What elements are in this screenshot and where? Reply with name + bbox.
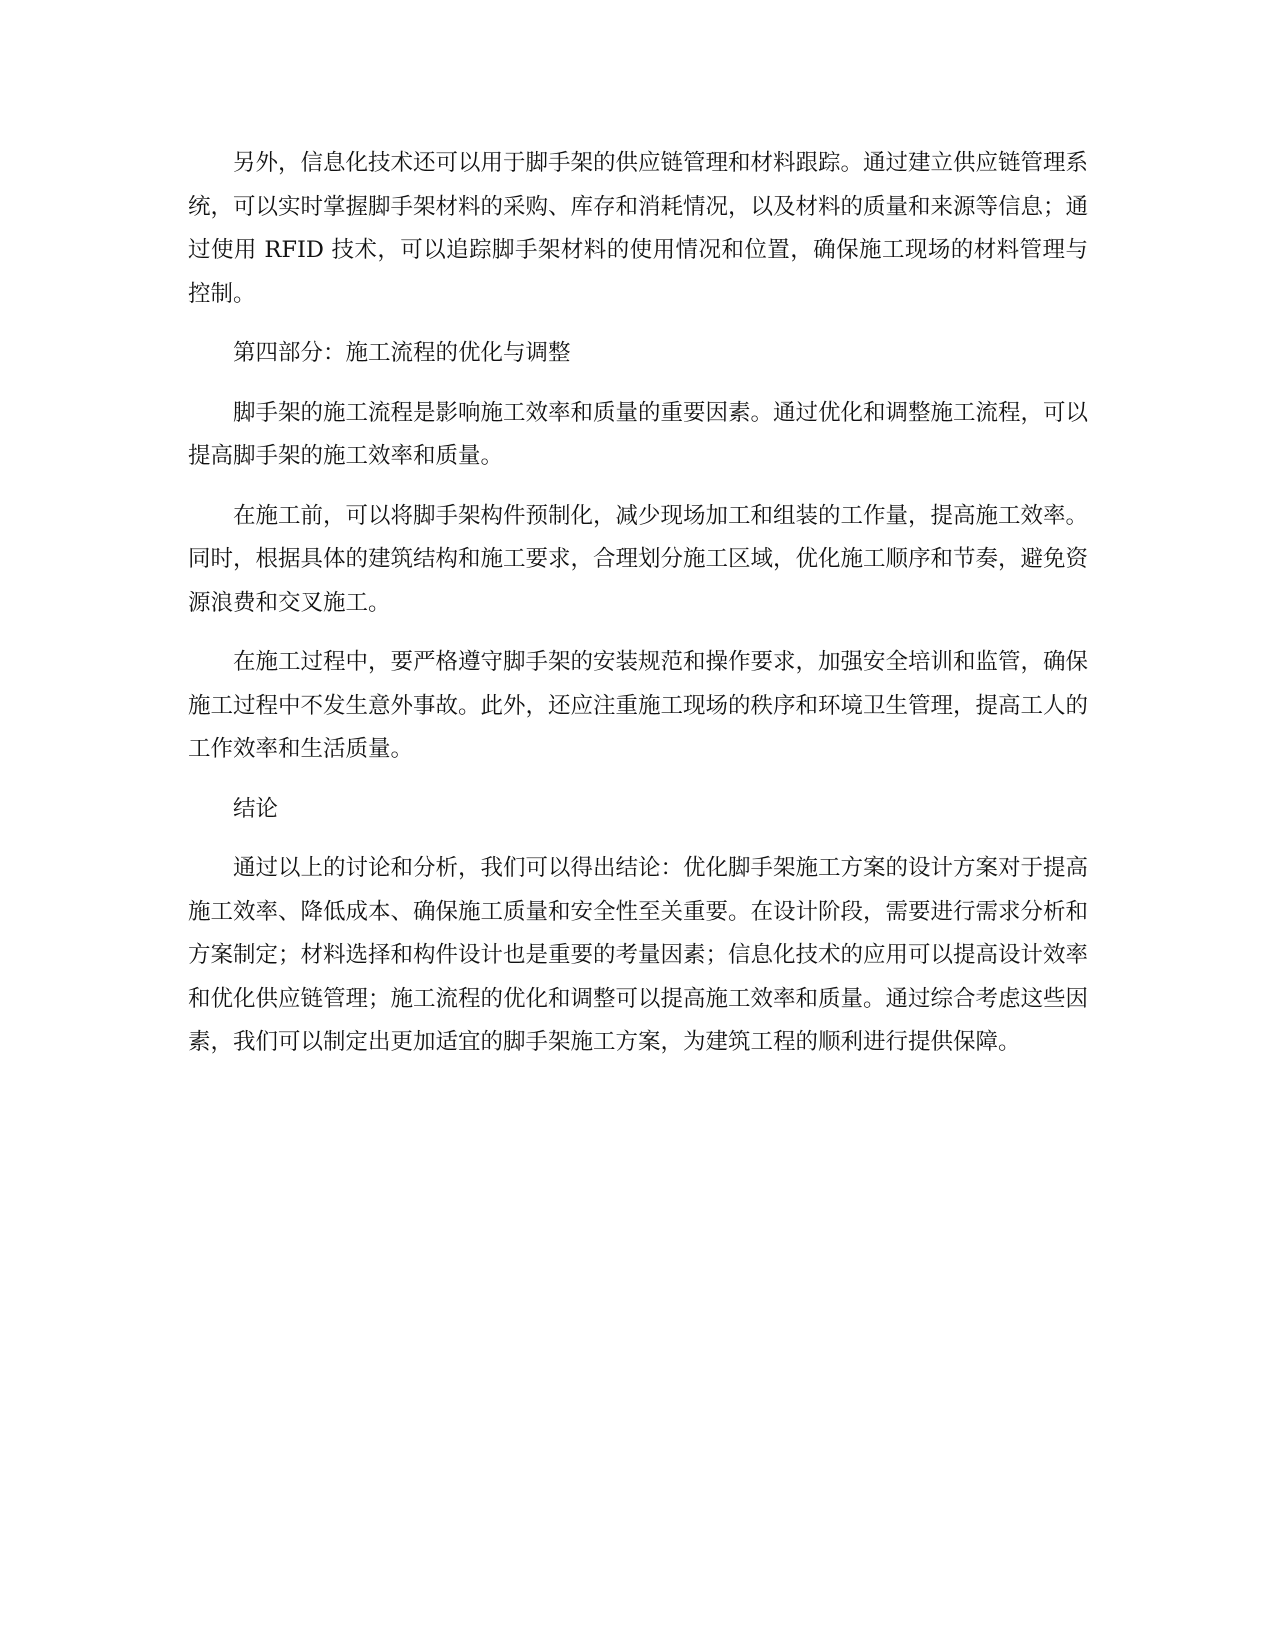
- section-heading-conclusion: 结论: [233, 795, 279, 822]
- paragraph-conclusion: 通过以上的讨论和分析，我们可以得出结论：优化脚手架施工方案的设计方案对于提高施工效率、降低成本、确保施工质量和安全性至关重要。在设计阶段，需要进行需求分析和方案制定；材料选择和构件设计也是重要的考量因素；信息化技术的应用可以提高设计效率和优化供应链管理；施工流程的优化和调整可以提高施工效率和质量。通过综合考虑这些因素，我们可以制定出更加适宜的脚手架施工方案，为建筑工程的顺利进行提供保障。: [188, 855, 1089, 1055]
- paragraph-before-construction: 在施工前，可以将脚手架构件预制化，减少现场加工和组装的工作量，提高施工效率。同时，根据具体的建筑结构和施工要求，合理划分施工区域，优化施工顺序和节奏，避免资源浪费和交叉施工。: [188, 502, 1089, 616]
- paragraph-it-supply-chain: 另外，信息化技术还可以用于脚手架的供应链管理和材料跟踪。通过建立供应链管理系统，可以实时掌握脚手架材料的采购、库存和消耗情况，以及材料的质量和来源等信息；通过使用 RFID 技术，可以追踪脚手架材料的使用情况和位置，确保施工现场的材料管理与控制。: [188, 150, 1089, 307]
- document-body: [188, 142, 1088, 1081]
- section-heading-part-four: 第四部分：施工流程的优化与调整: [233, 340, 571, 366]
- paragraph-process-intro: 脚手架的施工流程是影响施工效率和质量的重要因素。通过优化和调整施工流程，可以提高脚手架的施工效率和质量。: [188, 399, 1089, 469]
- paragraph-during-construction: 在施工过程中，要严格遵守脚手架的安装规范和操作要求，加强安全培训和监管，确保施工过程中不发生意外事故。此外，还应注重施工现场的秩序和环境卫生管理，提高工人的工作效率和生活质量。: [188, 649, 1089, 762]
